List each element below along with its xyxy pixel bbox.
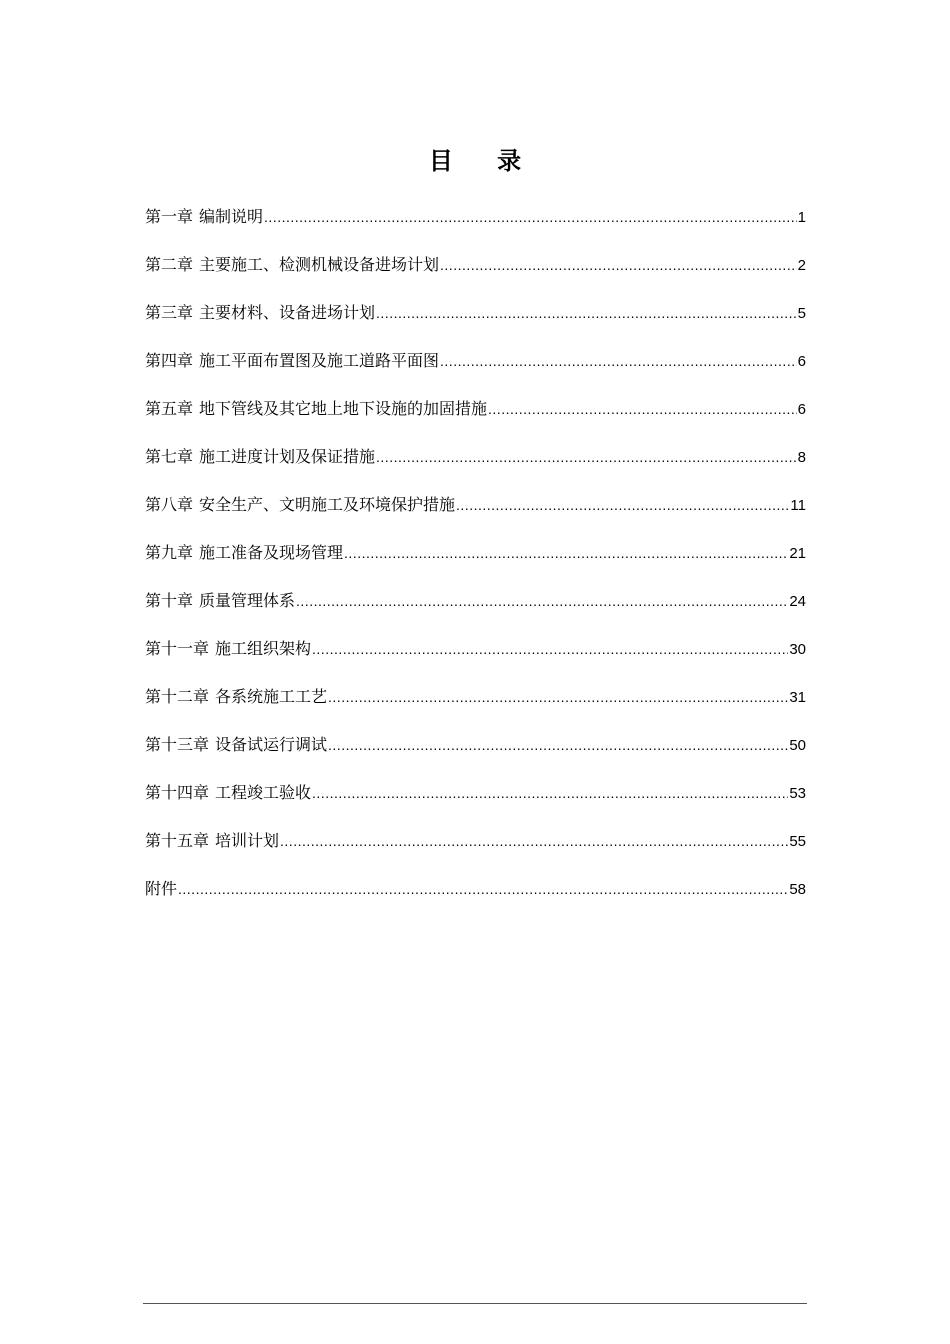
- toc-dot-leader: [344, 534, 788, 572]
- toc-dot-leader: [312, 630, 788, 668]
- toc-entry-label: 工程竣工验收: [215, 783, 312, 802]
- toc-dot-leader: [328, 726, 788, 764]
- toc-entry[interactable]: [145, 774, 806, 822]
- toc-entry[interactable]: [145, 870, 806, 918]
- toc-entry-label: 主要施工、检测机械设备进场计划: [199, 255, 440, 274]
- toc-entry-label: 质量管理体系: [199, 591, 296, 610]
- toc-entry-label: 施工进度计划及保证措施: [199, 447, 376, 466]
- toc-dot-leader: [376, 294, 797, 332]
- toc-page-number: 11: [790, 497, 806, 514]
- toc-page-number: 1: [797, 209, 806, 226]
- toc-dot-leader: [440, 246, 797, 284]
- toc-entry[interactable]: [145, 678, 806, 726]
- toc-entry-label: 地下管线及其它地上地下设施的加固措施: [199, 399, 488, 418]
- toc-entry[interactable]: [145, 438, 806, 486]
- toc-page-number: 55: [789, 833, 806, 850]
- toc-entry[interactable]: [145, 486, 806, 534]
- toc-entry[interactable]: [145, 342, 806, 390]
- toc-chapter-number: 第十五章: [145, 831, 210, 850]
- toc-dot-leader: [178, 870, 788, 908]
- toc-entry-label: 编制说明: [199, 207, 264, 226]
- toc-dot-leader: [312, 774, 788, 812]
- toc-page-number: 31: [789, 689, 806, 706]
- toc-dot-leader: [328, 678, 788, 716]
- toc-entry-label: 施工组织架构: [215, 639, 312, 658]
- toc-chapter-number: 第十四章: [145, 783, 210, 802]
- toc-dot-leader: [488, 390, 797, 428]
- toc-entry[interactable]: [145, 630, 806, 678]
- table-of-contents: [145, 198, 806, 918]
- toc-chapter-number: 第十三章: [145, 735, 210, 754]
- toc-title: 目 录: [428, 146, 540, 175]
- toc-chapter-number: 第八章: [145, 495, 194, 514]
- toc-dot-leader: [296, 582, 788, 620]
- toc-entry-label: 安全生产、文明施工及环境保护措施: [199, 495, 456, 514]
- footer-divider: [143, 1303, 807, 1304]
- toc-page-number: 58: [789, 881, 806, 898]
- toc-entry[interactable]: [145, 198, 806, 246]
- toc-page-number: 6: [797, 353, 806, 370]
- toc-chapter-number: 第十一章: [145, 639, 210, 658]
- toc-chapter-number: 第三章: [145, 303, 194, 322]
- toc-entry-label: 施工平面布置图及施工道路平面图: [199, 351, 440, 370]
- toc-page-number: 30: [789, 641, 806, 658]
- toc-page-number: 5: [797, 305, 806, 322]
- toc-chapter-number: 第十二章: [145, 687, 210, 706]
- toc-dot-leader: [456, 486, 789, 524]
- toc-entry[interactable]: [145, 726, 806, 774]
- toc-entry-label: 各系统施工工艺: [215, 687, 328, 706]
- toc-dot-leader: [264, 198, 797, 236]
- toc-entry-label: 设备试运行调试: [215, 735, 328, 754]
- toc-entry-label: 施工准备及现场管理: [199, 543, 344, 562]
- toc-page-number: 53: [789, 785, 806, 802]
- toc-page-number: 21: [789, 545, 806, 562]
- toc-entry[interactable]: [145, 294, 806, 342]
- toc-chapter-number: 第二章: [145, 255, 194, 274]
- toc-chapter-number: 第九章: [145, 543, 194, 562]
- toc-page-number: 24: [789, 593, 806, 610]
- toc-entry[interactable]: [145, 822, 806, 870]
- toc-entry-label: 培训计划: [215, 831, 280, 850]
- toc-entry[interactable]: [145, 246, 806, 294]
- toc-page-number: 6: [797, 401, 806, 418]
- toc-entry[interactable]: [145, 582, 806, 630]
- toc-chapter-number: 第七章: [145, 447, 194, 466]
- toc-entry[interactable]: [145, 534, 806, 582]
- toc-chapter-number: 第五章: [145, 399, 194, 418]
- toc-entry[interactable]: [145, 390, 806, 438]
- toc-page-number: 8: [797, 449, 806, 466]
- toc-chapter-number: 第十章: [145, 591, 194, 610]
- toc-dot-leader: [440, 342, 797, 380]
- toc-dot-leader: [280, 822, 788, 860]
- toc-page-number: 2: [797, 257, 806, 274]
- toc-entry-label: 主要材料、设备进场计划: [199, 303, 376, 322]
- toc-entry-label: 附件: [145, 879, 178, 898]
- toc-chapter-number: 第一章: [145, 207, 194, 226]
- toc-chapter-number: 第四章: [145, 351, 194, 370]
- toc-dot-leader: [376, 438, 797, 476]
- toc-page-number: 50: [789, 737, 806, 754]
